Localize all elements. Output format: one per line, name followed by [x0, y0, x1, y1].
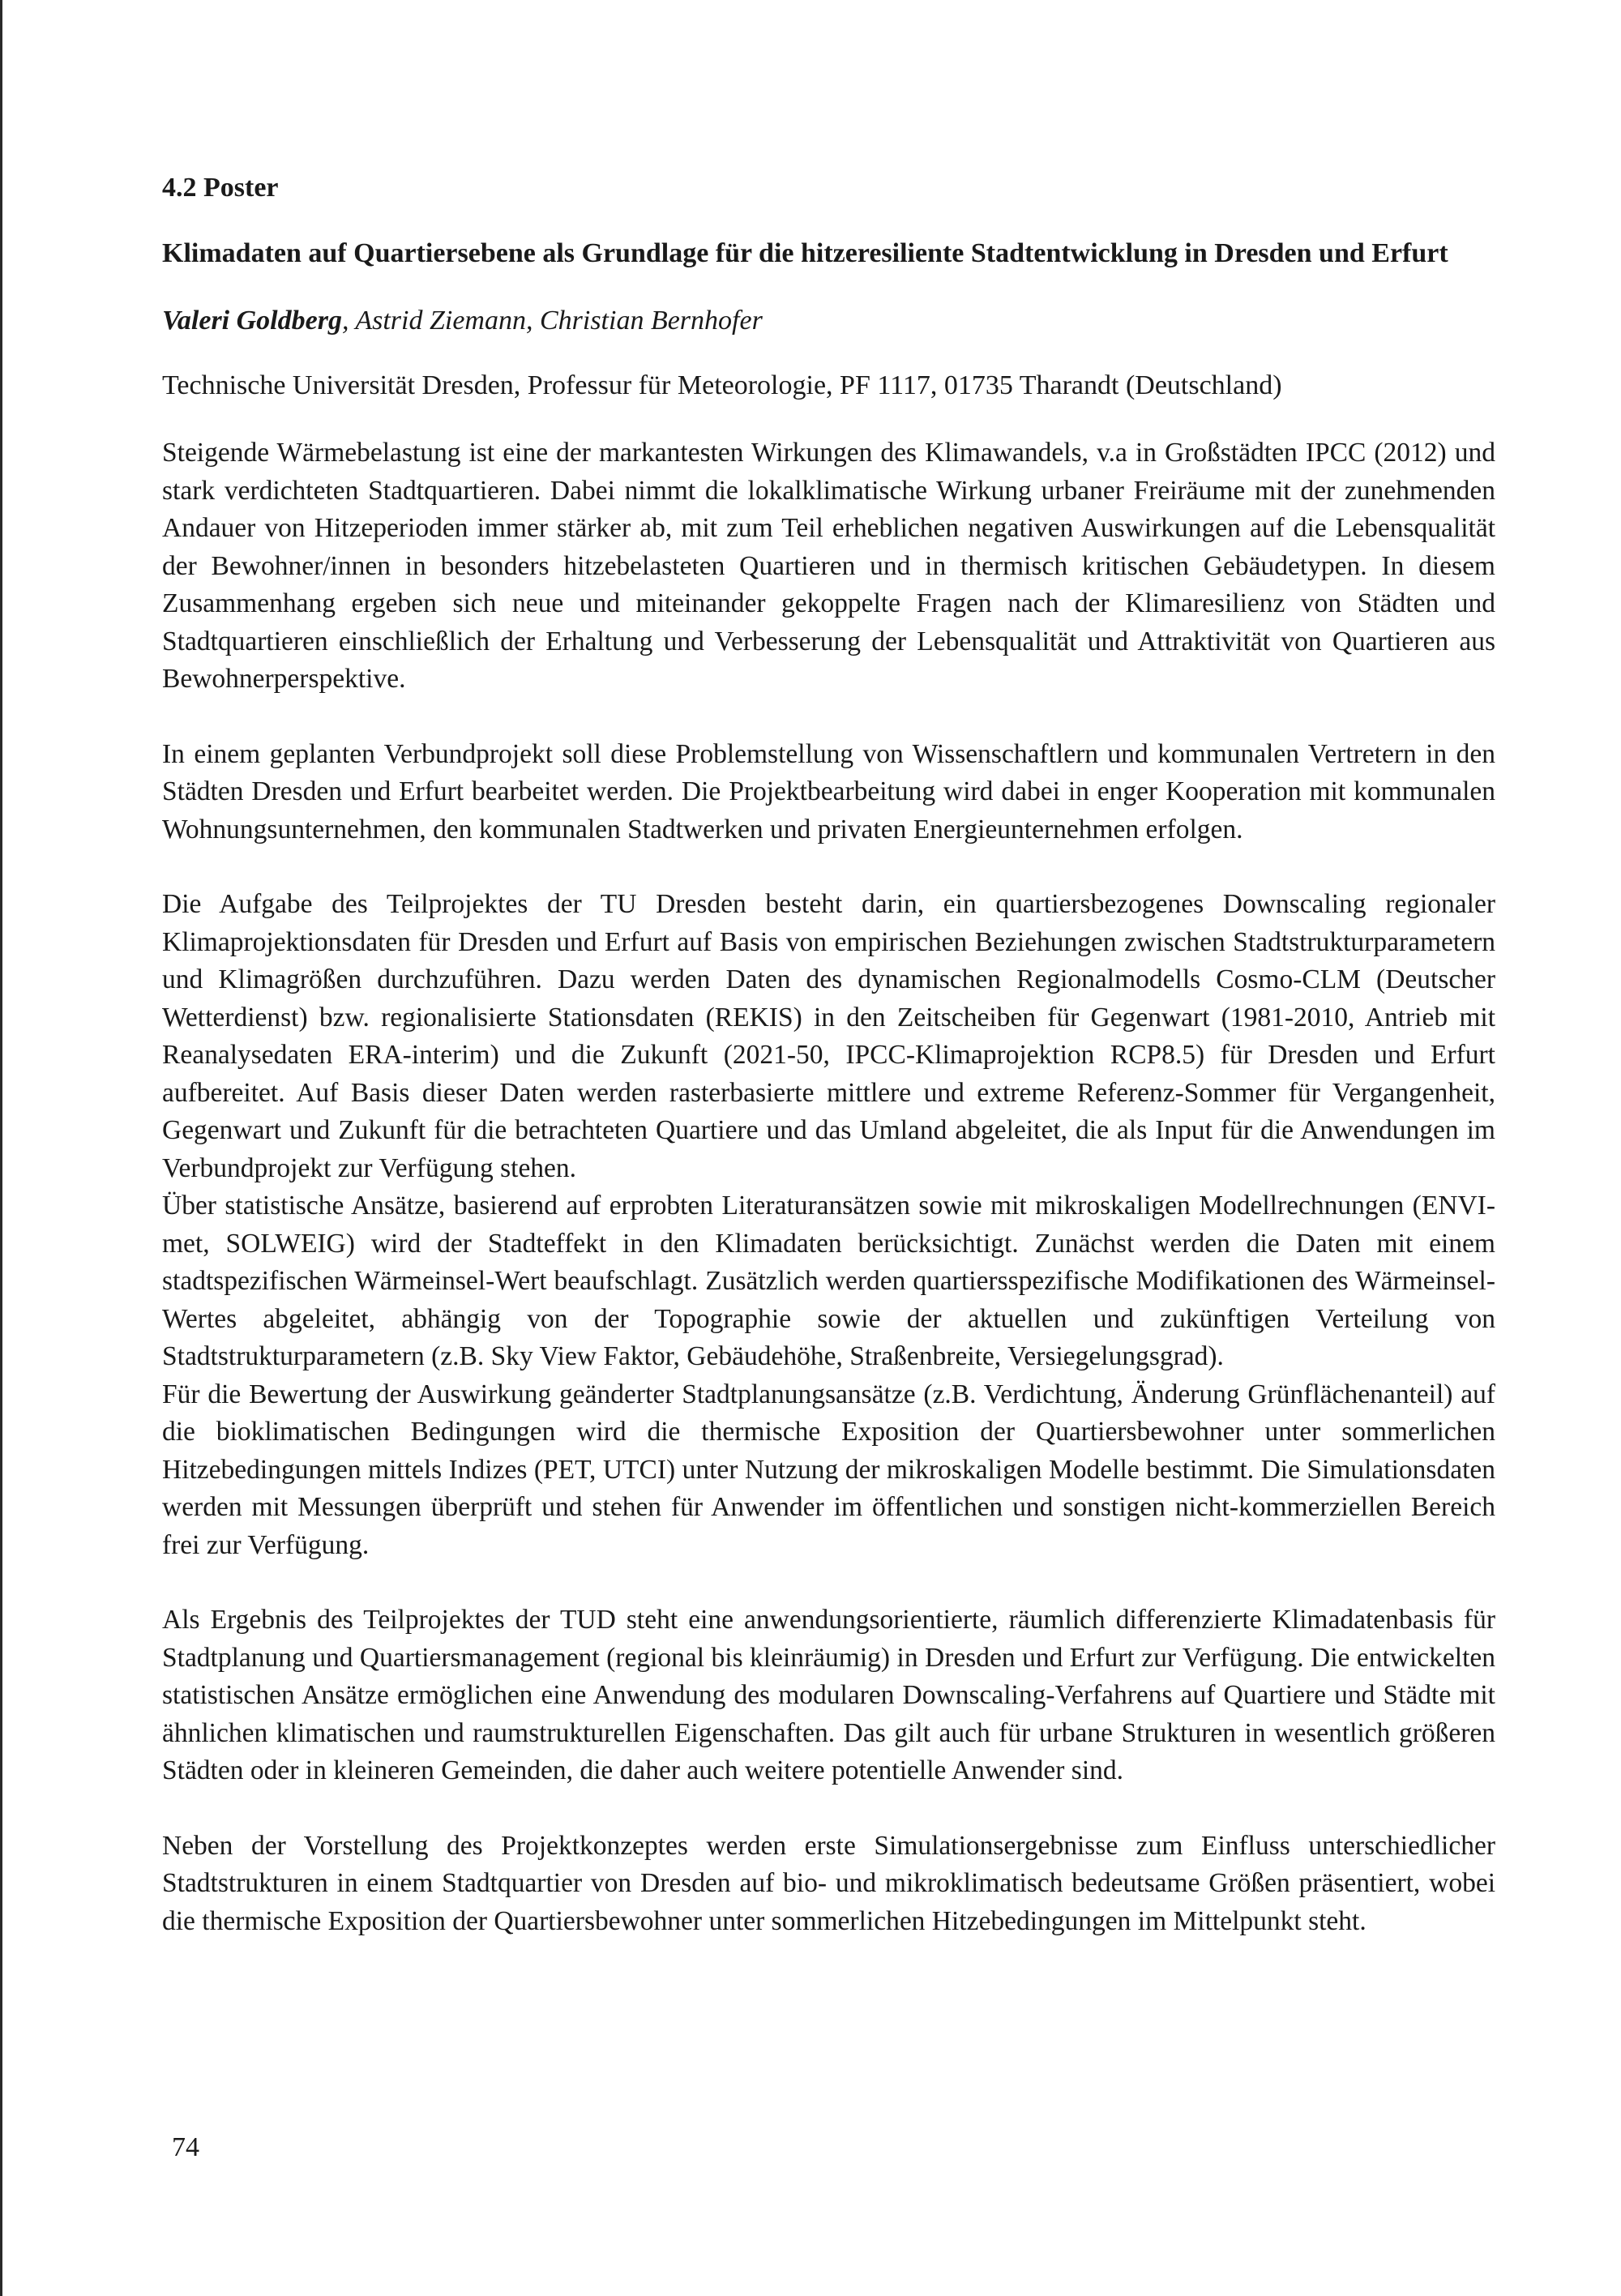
- page-edge: [0, 0, 2, 2296]
- page-content: [162, 169, 1495, 1940]
- page-number: 74: [172, 2132, 199, 2162]
- body-paragraph: Über statistische Ansätze, basierend auf erprobten Literaturansätzen sowie mit mikroskaligen Modellrechnungen (ENVI-met, SOLWEIG) wird der Stadteffekt in den Klimadaten berücksichtigt. Zunächst werden die Daten mit einem stadtspezifischen Wärmeinsel-Wert beaufschlagt. Zusätzlich werden quartiersspezifische Modifikationen des Wärmeinsel-Wertes abgeleitet, abhängig von der Topographie sowie der aktuellen und zukünftigen Verteilung von Stadtstrukturparametern (z.B. Sky View Faktor, Gebäudehöhe, Straßenbreite, Versiegelungsgrad).: [162, 1191, 1495, 1371]
- body-paragraph: Die Aufgabe des Teilprojektes der TU Dresden besteht darin, ein quartiersbezogenes Downscaling regionaler Klimaprojektionsdaten für Dresden und Erfurt auf Basis von empirischen Beziehungen zwischen Stadtstrukturparametern und Klimagrößen durchzuführen. Dazu werden Daten des dynamischen Regionalmodells Cosmo-CLM (Deutscher Wetterdienst) bzw. regionalisierte Stationsdaten (REKIS) in den Zeitscheiben für Gegenwart (1981-2010, Antrieb mit Reanalysedaten ERA-interim) und die Zukunft (2021-50, IPCC-Klimaprojektion RCP8.5) für Dresden und Erfurt aufbereitet. Auf Basis dieser Daten werden rasterbasierte mittlere und extreme Referenz-Sommer für Vergangenheit, Gegenwart und Zukunft für die betrachteten Quartiere und das Umland abgeleitet, die als Input für die Anwendungen im Verbundprojekt zur Verfügung stehen.: [162, 889, 1495, 1183]
- body-paragraph: Neben der Vorstellung des Projektkonzeptes werden erste Simulationsergebnisse zum Einfluss unterschiedlicher Stadtstrukturen in einem Stadtquartier von Dresden auf bio- und mikroklimatisch bedeutsame Größen präsentiert, wobei die thermische Exposition der Quartiersbewohner unter sommerlichen Hitzebedingungen im Mittelpunkt steht.: [162, 1830, 1495, 1936]
- section-heading: 4.2 Poster: [162, 173, 279, 203]
- body-paragraph: Als Ergebnis des Teilprojektes der TUD steht eine anwendungsorientierte, räumlich differenzierte Klimadatenbasis für Stadtplanung und Quartiersmanagement (regional bis kleinräumig) in Dresden und Erfurt zur Verfügung. Die entwickelten statistischen Ansätze ermöglichen eine Anwendung des modularen Downscaling-Verfahrens auf Quartiere und Städte mit ähnlichen klimatischen und raumstrukturellen Eigenschaften. Das gilt auch für urbane Strukturen in wesentlich größeren Städten oder in kleineren Gemeinden, die daher auch weitere potentielle Anwender sind.: [162, 1605, 1495, 1785]
- author-list: [162, 301, 1495, 340]
- body-paragraph: Für die Bewertung der Auswirkung geänderter Stadtplanungsansätze (z.B. Verdichtung, Änderung Grünflächenanteil) auf die bioklimatischen Bedingungen wird die thermische Exposition der Quartiersbewohner unter sommerlichen Hitzebedingungen mittels Indizes (PET, UTCI) unter Nutzung der mikroskaligen Modelle bestimmt. Die Simulationsdaten werden mit Messungen überprüft und stehen für Anwender im öffentlichen und sonstigen nicht-kommerziellen Bereich frei zur Verfügung.: [162, 1379, 1495, 1560]
- body-paragraph: In einem geplanten Verbundprojekt soll diese Problemstellung von Wissenschaftlern und kommunalen Vertretern in den Städten Dresden und Erfurt bearbeitet werden. Die Projektbearbeitung wird dabei in enger Kooperation mit kommunalen Wohnungsunternehmen, den kommunalen Stadtwerken und privaten Energieunternehmen erfolgen.: [162, 738, 1495, 844]
- body-paragraph: Steigende Wärmebelastung ist eine der markantesten Wirkungen des Klimawandels, v.a in Großstädten IPCC (2012) und stark verdichteten Stadtquartieren. Dabei nimmt die lokalklimatische Wirkung urbaner Freiräume mit der zunehmenden Andauer von Hitzeperioden immer stärker ab, mit zum Teil erheblichen negativen Auswirkungen auf die Lebensqualität der Bewohner/innen in besonders hitzebelasteten Quartieren und in thermisch kritischen Gebäudetypen. In diesem Zusammenhang ergeben sich neue und miteinander gekoppelte Fragen nach der Klimaresilienz von Städten und Stadtquartieren einschließlich der Erhaltung und Verbesserung der Lebensqualität und Attraktivität von Quartieren aus Bewohnerperspektive.: [162, 438, 1495, 694]
- presenting-author: Valeri Goldberg: [162, 306, 342, 336]
- paper-title: Klimadaten auf Quartiersebene als Grundlage für die hitzeresiliente Stadtentwicklung in Dresden und Erfurt: [162, 238, 1448, 268]
- co-authors: , Astrid Ziemann, Christian Bernhofer: [341, 306, 763, 336]
- affiliation: Technische Universität Dresden, Professur für Meteorologie, PF 1117, 01735 Tharandt (Deutschland): [162, 370, 1282, 400]
